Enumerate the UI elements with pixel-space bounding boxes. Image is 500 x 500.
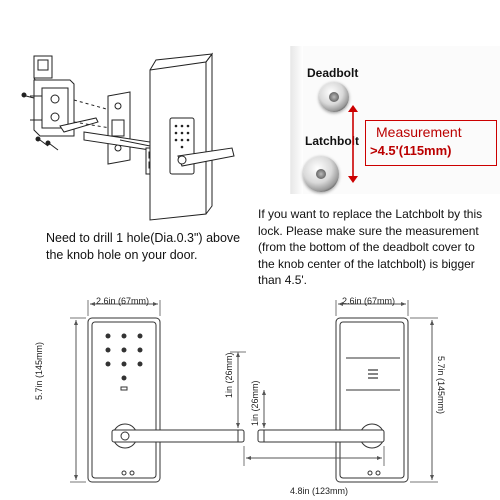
latchbolt-label: Latchbolt [305,134,359,148]
measurement-value: >4.5'(115mm) [370,143,452,158]
back-width-dim: 2.6in (67mm) [342,296,396,306]
measurement-title: Measurement [376,124,462,140]
door-photo [290,46,500,194]
height-right-dim: 5.7in (145mm) [436,356,446,415]
right-instruction: If you want to replace the Latchbolt by this lock. Please make sure the measurement (from the bottom of the deadbolt cover to the knob center of the latchbolt) is bigger than 4.5'. [258,207,483,287]
front-width-dim: 2.6in (67mm) [96,296,150,306]
latchbolt-icon [303,156,339,192]
height-left-dim: 5.7in (145mm) [34,341,44,400]
measurement-arrow-icon [341,104,365,184]
left-instruction: Need to drill 1 hole(Dia.0.3") above the knob hole on your door. [46,231,241,262]
spacing-upper-dim: 1in (26mm) [224,352,234,398]
measurement-box [365,120,497,166]
handle-length-dim: 4.8in (123mm) [290,486,349,496]
exploded-installation-diagram [0,0,280,225]
deadbolt-label: Deadbolt [307,66,359,80]
spacing-lower-dim: 1in (26mm) [250,380,260,426]
